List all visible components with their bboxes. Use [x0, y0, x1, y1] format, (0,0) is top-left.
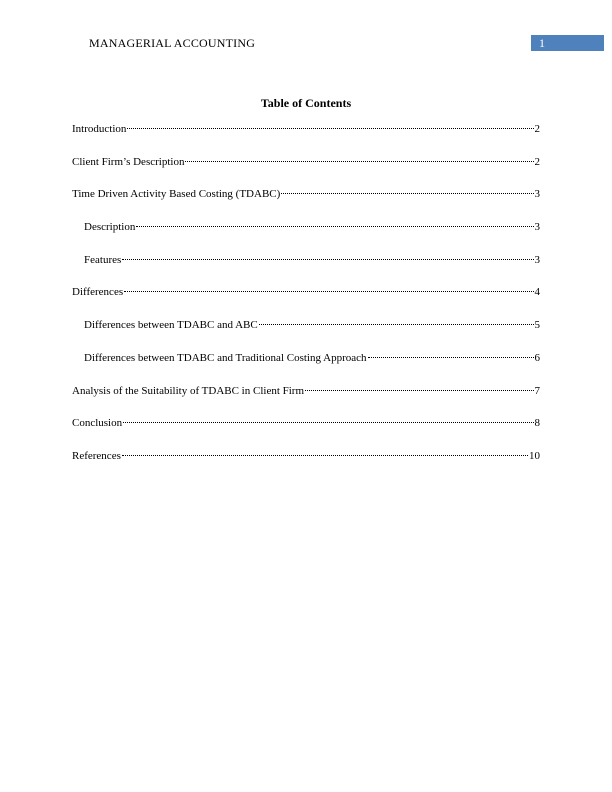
toc-entry-page: 2	[534, 155, 540, 168]
toc-entry-label: Introduction	[72, 123, 127, 135]
toc-entry-page: 5	[534, 319, 540, 332]
toc-entry-label: Client Firm’s Description	[72, 155, 185, 168]
toc-heading: Table of Contents	[260, 96, 352, 110]
toc-entry-label: Time Driven Activity Based Costing (TDABC)	[72, 188, 281, 201]
toc-entry-label: Features	[84, 253, 122, 266]
toc-entry-features[interactable]	[72, 254, 540, 287]
toc-dot-leader	[368, 356, 534, 358]
toc-dot-leader	[136, 225, 533, 227]
toc-entry-label: Description	[84, 221, 136, 234]
toc-entry-introduction[interactable]	[72, 123, 540, 156]
toc-dot-leader	[127, 127, 533, 129]
toc-entry-conclusion[interactable]	[72, 417, 540, 450]
table-of-contents	[72, 123, 540, 483]
toc-entry-page: 8	[534, 417, 540, 430]
toc-entry-tdabc-vs-traditional[interactable]	[72, 352, 540, 385]
toc-entry-label: Differences	[72, 286, 124, 299]
toc-entry-label: Conclusion	[72, 417, 123, 430]
toc-entry-label: References	[72, 449, 121, 462]
toc-entry-page: 2	[534, 123, 540, 135]
toc-entry-label: Differences between TDABC and ABC	[84, 319, 258, 332]
toc-entry-page: 6	[534, 351, 540, 364]
toc-entry-references[interactable]	[72, 450, 540, 483]
toc-entry-client-firm-description[interactable]	[72, 156, 540, 189]
toc-entry-page: 3	[534, 253, 540, 266]
toc-entry-label: Differences between TDABC and Traditional Costing Approach	[84, 351, 367, 364]
toc-dot-leader	[122, 258, 533, 260]
toc-entry-label: Analysis of the Suitability of TDABC in Client Firm	[72, 384, 305, 397]
header-title: MANAGERIAL ACCOUNTING	[89, 36, 256, 50]
toc-entry-page: 3	[534, 221, 540, 234]
toc-entry-tdabc[interactable]	[72, 188, 540, 221]
toc-dot-leader	[123, 421, 533, 423]
toc-dot-leader	[305, 389, 533, 391]
toc-entry-analysis[interactable]	[72, 385, 540, 418]
toc-entry-page: 4	[534, 286, 540, 299]
toc-entry-page: 7	[534, 384, 540, 397]
toc-entry-tdabc-vs-abc[interactable]	[72, 319, 540, 352]
toc-dot-leader	[124, 290, 533, 292]
toc-dot-leader	[122, 454, 528, 456]
toc-entry-page: 3	[534, 188, 540, 201]
toc-entry-description[interactable]	[72, 221, 540, 254]
toc-entry-differences[interactable]	[72, 286, 540, 319]
page-number-badge	[531, 35, 604, 51]
toc-dot-leader	[259, 323, 534, 325]
toc-dot-leader	[185, 160, 533, 162]
page-header	[0, 34, 612, 52]
page-number: 1	[539, 36, 545, 50]
toc-dot-leader	[281, 192, 533, 194]
toc-entry-page: 10	[529, 449, 540, 462]
